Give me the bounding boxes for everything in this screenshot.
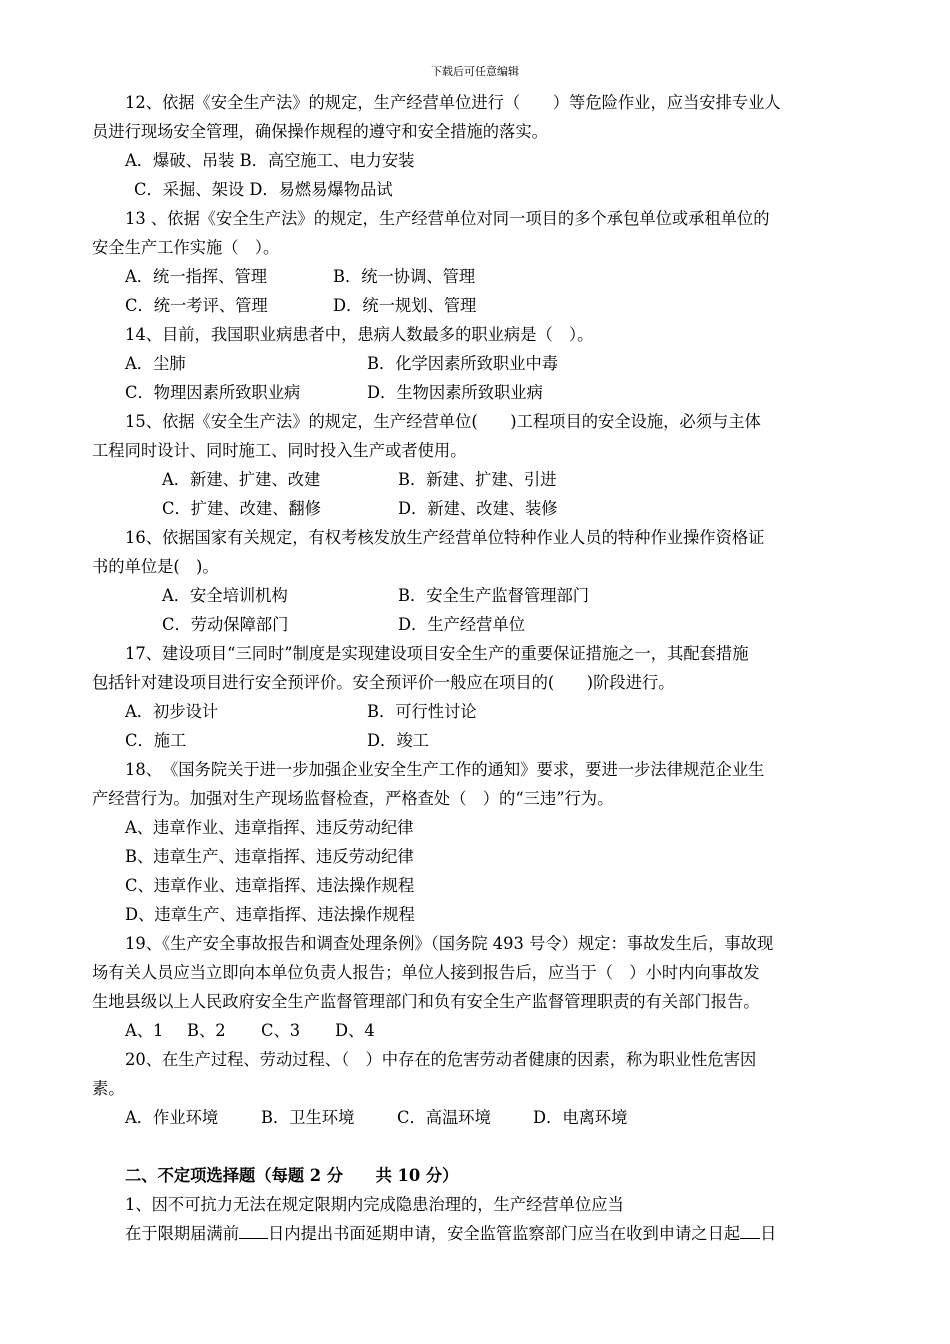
q19-line3: 生地县级以上人民政府安全生产监督管理部门和负有安全生产监督管理职责的有关部门报告。 xyxy=(92,992,760,1011)
q20-option-a: A．作业环境 xyxy=(125,1108,219,1127)
q20-option-c: C．高温环境 xyxy=(397,1108,491,1127)
section2-q1-text-b: 日内提出书面延期申请，安全监管监察部门应当在收到申请之日起 xyxy=(267,1224,741,1243)
q19-option-d: D、4 xyxy=(335,1021,375,1040)
q12-option-ab: A．爆破、吊装 B．高空施工、电力安装 xyxy=(125,151,415,170)
q12-line1: 12、依据《安全生产法》的规定，生产经营单位进行（ ）等危险作业，应当安排专业人 xyxy=(125,93,781,112)
q15-option-c: C．扩建、改建、翻修 xyxy=(162,499,321,518)
q17-option-b: B．可行性讨论 xyxy=(367,702,477,721)
q15-option-b: B．新建、扩建、引进 xyxy=(398,470,557,489)
fill-blank-days-1 xyxy=(239,1221,268,1239)
q13-option-a: A．统一指挥、管理 xyxy=(125,267,268,286)
q19-option-a: A、1 xyxy=(125,1021,164,1040)
q18-line2: 产经营行为。加强对生产现场监督检查，严格查处（ ）的“三违”行为。 xyxy=(92,789,614,808)
q13-line1: 13 、依据《安全生产法》的规定，生产经营单位对同一项目的多个承包单位或承租单位的 xyxy=(125,209,770,228)
q18-option-d: D、违章生产、违章指挥、违法操作规程 xyxy=(125,905,415,924)
q19-line2: 场有关人员应当立即向本单位负责人报告；单位人接到报告后，应当于（ ）小时内向事故发 xyxy=(92,963,760,982)
page-header: 下载后可任意编辑 xyxy=(431,65,519,78)
q14-options-row2 xyxy=(92,378,862,407)
q14-option-a: A．尘肺 xyxy=(125,354,186,373)
q16-option-b: B．安全生产监督管理部门 xyxy=(398,586,590,605)
q19-options xyxy=(92,1016,862,1045)
q13-options-row1 xyxy=(92,262,862,291)
q20-options xyxy=(92,1103,862,1132)
q17-line1: 17、建设项目“三同时”制度是实现建设项目安全生产的重要保证措施之一，其配套措施 xyxy=(125,644,749,663)
q15-line2: 工程同时设计、同时施工、同时投入生产或者使用。 xyxy=(92,441,467,460)
q14-option-b: B．化学因素所致职业中毒 xyxy=(367,354,559,373)
q16-option-a: A．安全培训机构 xyxy=(162,586,288,605)
q16-option-c: C．劳动保障部门 xyxy=(162,615,289,634)
q12-line2: 员进行现场安全管理，确保操作规程的遵守和安全措施的落实。 xyxy=(92,122,548,141)
q14-line1: 14、目前，我国职业病患者中，患病人数最多的职业病是（ ）。 xyxy=(125,325,594,344)
q15-options-row2 xyxy=(92,494,862,523)
section2-q1-text-c: 日 xyxy=(760,1224,777,1243)
q14-option-c: C．物理因素所致职业病 xyxy=(125,383,301,402)
q17-option-d: D．竣工 xyxy=(367,731,429,750)
q13-line2: 安全生产工作实施（ ）。 xyxy=(92,238,280,257)
q13-options-row2 xyxy=(92,291,862,320)
q16-options-row2 xyxy=(92,610,862,639)
q17-options-row2 xyxy=(92,726,862,755)
q20-option-d: D．电离环境 xyxy=(533,1108,628,1127)
q16-line2: 书的单位是( )。 xyxy=(92,557,219,576)
q14-option-d: D．生物因素所致职业病 xyxy=(367,383,543,402)
section2-title: 二、不定项选择题（每题 2 分 共 10 分） xyxy=(125,1166,459,1185)
q15-option-a: A．新建、扩建、改建 xyxy=(162,470,321,489)
q20-option-b: B．卫生环境 xyxy=(261,1108,355,1127)
q20-line2: 素。 xyxy=(92,1079,125,1098)
fill-blank-days-2 xyxy=(740,1221,760,1239)
section2-q1-line1: 1、因不可抗力无法在规定限期内完成隐患治理的，生产经营单位应当 xyxy=(125,1195,624,1214)
q13-option-c: C．统一考评、管理 xyxy=(125,296,268,315)
q17-option-a: A．初步设计 xyxy=(125,702,219,721)
q18-line1: 18、 《国务院关于进一步加强企业安全生产工作的通知》要求，要进一步法律规范企业生 xyxy=(125,760,765,779)
q19-option-c: C、3 xyxy=(261,1021,301,1040)
q20-line1: 20、在生产过程、劳动过程、（ ）中存在的危害劳动者健康的因素，称为职业性危害因 xyxy=(125,1050,757,1069)
q16-option-d: D．生产经营单位 xyxy=(398,615,526,634)
q16-options-row1 xyxy=(92,581,862,610)
q17-options-row1 xyxy=(92,697,862,726)
q16-line1: 16、依据国家有关规定，有权考核发放生产经营单位特种作业人员的特种作业操作资格证 xyxy=(125,528,765,547)
q12-option-cd: C．采掘、架设 D．易燃易爆物品试 xyxy=(134,180,393,199)
document-body xyxy=(92,88,862,1248)
q15-options-row1 xyxy=(92,465,862,494)
q15-option-d: D．新建、改建、装修 xyxy=(398,499,558,518)
q18-option-b: B、违章生产、违章指挥、违反劳动纪律 xyxy=(125,847,414,866)
q18-option-a: A、违章作业、违章指挥、违反劳动纪律 xyxy=(125,818,414,837)
q13-option-b: B．统一协调、管理 xyxy=(333,267,476,286)
q14-options-row1 xyxy=(92,349,862,378)
q15-line1: 15、依据《安全生产法》的规定，生产经营单位( )工程项目的安全设施，必须与主体 xyxy=(125,412,761,431)
q17-option-c: C．施工 xyxy=(125,731,187,750)
q19-line1: 19、《生产安全事故报告和调查处理条例》（国务院 493 号令）规定：事故发生后，事故现 xyxy=(125,934,774,953)
q13-option-d: D．统一规划、管理 xyxy=(333,296,477,315)
section2-q1-line2 xyxy=(92,1219,862,1248)
q17-line2: 包括针对建设项目进行安全预评价。安全预评价一般应在项目的( )阶段进行。 xyxy=(92,673,675,692)
q18-option-c: C、违章作业、违章指挥、违法操作规程 xyxy=(125,876,415,895)
section2-q1-text-a: 在于限期届满前 xyxy=(125,1224,239,1243)
section-spacer xyxy=(92,1132,862,1161)
q19-option-b: B、2 xyxy=(187,1021,226,1040)
